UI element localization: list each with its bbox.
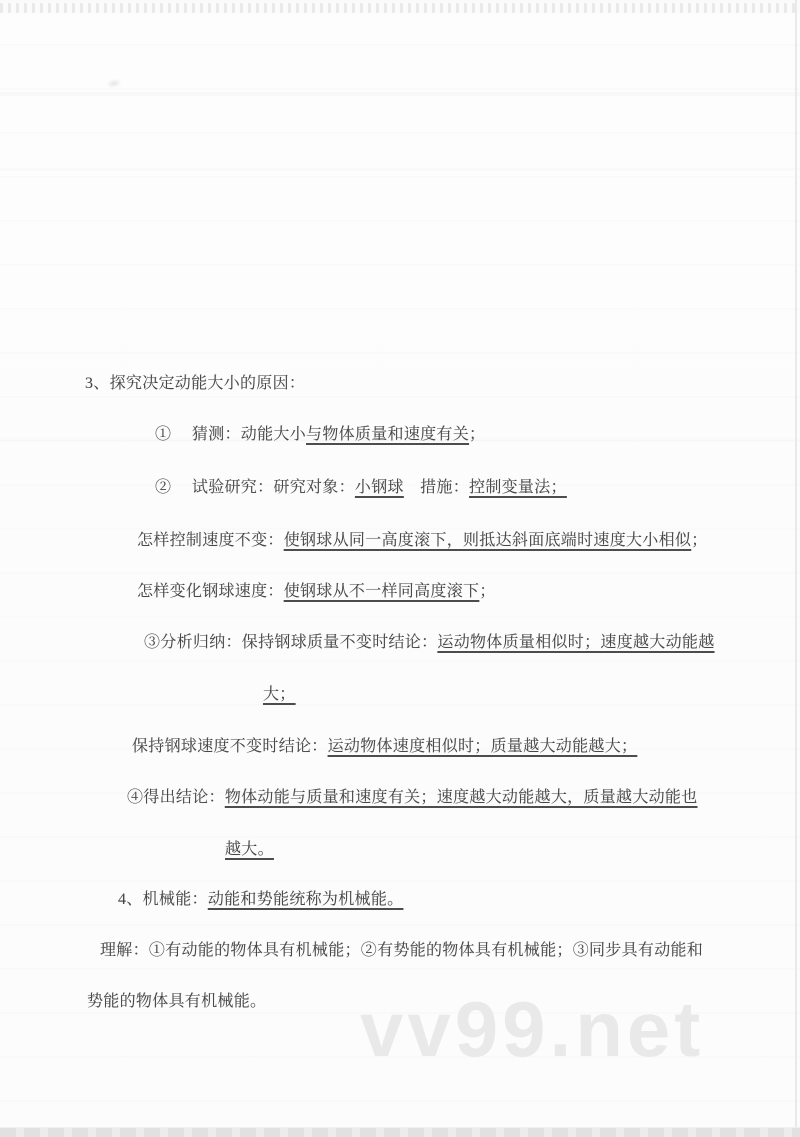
text-line xyxy=(85,373,305,395)
text-segment: 3、探究决定动能大小的原因： xyxy=(85,375,306,392)
text-segment: 怎样控制速度不变： xyxy=(137,532,284,549)
text-line xyxy=(100,940,703,962)
text-line xyxy=(87,991,266,1013)
text-segment: 措施： xyxy=(403,479,470,496)
text-segment: ② 试验研究：研究对象： xyxy=(155,479,355,496)
text-segment: ③分析归纳：保持钢球质量不变时结论： xyxy=(144,634,438,651)
underlined-text-segment: 使钢球从同一高度滚下，则抵达斜面底端时速度大小相似 xyxy=(283,532,692,549)
underlined-text-segment: 使钢球从不一样同高度滚下 xyxy=(283,583,480,600)
text-segment: 保持钢球速度不变时结论： xyxy=(132,738,328,755)
underlined-text-segment: 运动物体速度相似时；质量越大动能越大； xyxy=(327,738,638,755)
underlined-text-segment: 小钢球 xyxy=(354,479,404,496)
text-line xyxy=(132,736,637,758)
underlined-text-segment: 大； xyxy=(263,686,296,703)
text-line xyxy=(144,632,715,654)
underlined-text-segment: 运动物体质量相似时；速度越大动能越 xyxy=(437,634,715,651)
text-line xyxy=(137,581,496,603)
text-line xyxy=(155,477,567,499)
underlined-text-segment: 物体动能与质量和速度有关；速度越大动能越大，质量越大动能也 xyxy=(224,789,698,806)
text-line xyxy=(263,684,296,706)
text-segment: 4、机械能： xyxy=(118,891,208,908)
underlined-text-segment: 控制变量法； xyxy=(469,479,567,496)
text-segment: ④得出结论： xyxy=(127,789,225,806)
text-segment: ① 猜测：动能大小 xyxy=(155,426,307,443)
text-segment: 势能的物体具有机械能。 xyxy=(87,993,267,1010)
text-line xyxy=(137,530,708,552)
underlined-text-segment: 越大。 xyxy=(225,841,274,858)
text-line xyxy=(155,424,485,446)
text-segment: 理解：①有动能的物体具有机械能；②有势能的物体具有机械能；③同步具有动能和 xyxy=(100,942,704,959)
text-line xyxy=(118,889,403,911)
text-line xyxy=(225,839,274,861)
text-segment: ； xyxy=(469,426,486,443)
text-segment: ； xyxy=(691,532,708,549)
underlined-text-segment: 与物体质量和速度有关 xyxy=(306,426,470,443)
text-line xyxy=(127,787,698,809)
watermark-text: vv99.net xyxy=(360,985,705,1073)
text-segment: ； xyxy=(479,583,496,600)
underlined-text-segment: 动能和势能统称为机械能。 xyxy=(207,891,404,908)
text-segment: 怎样变化钢球速度： xyxy=(137,583,284,600)
